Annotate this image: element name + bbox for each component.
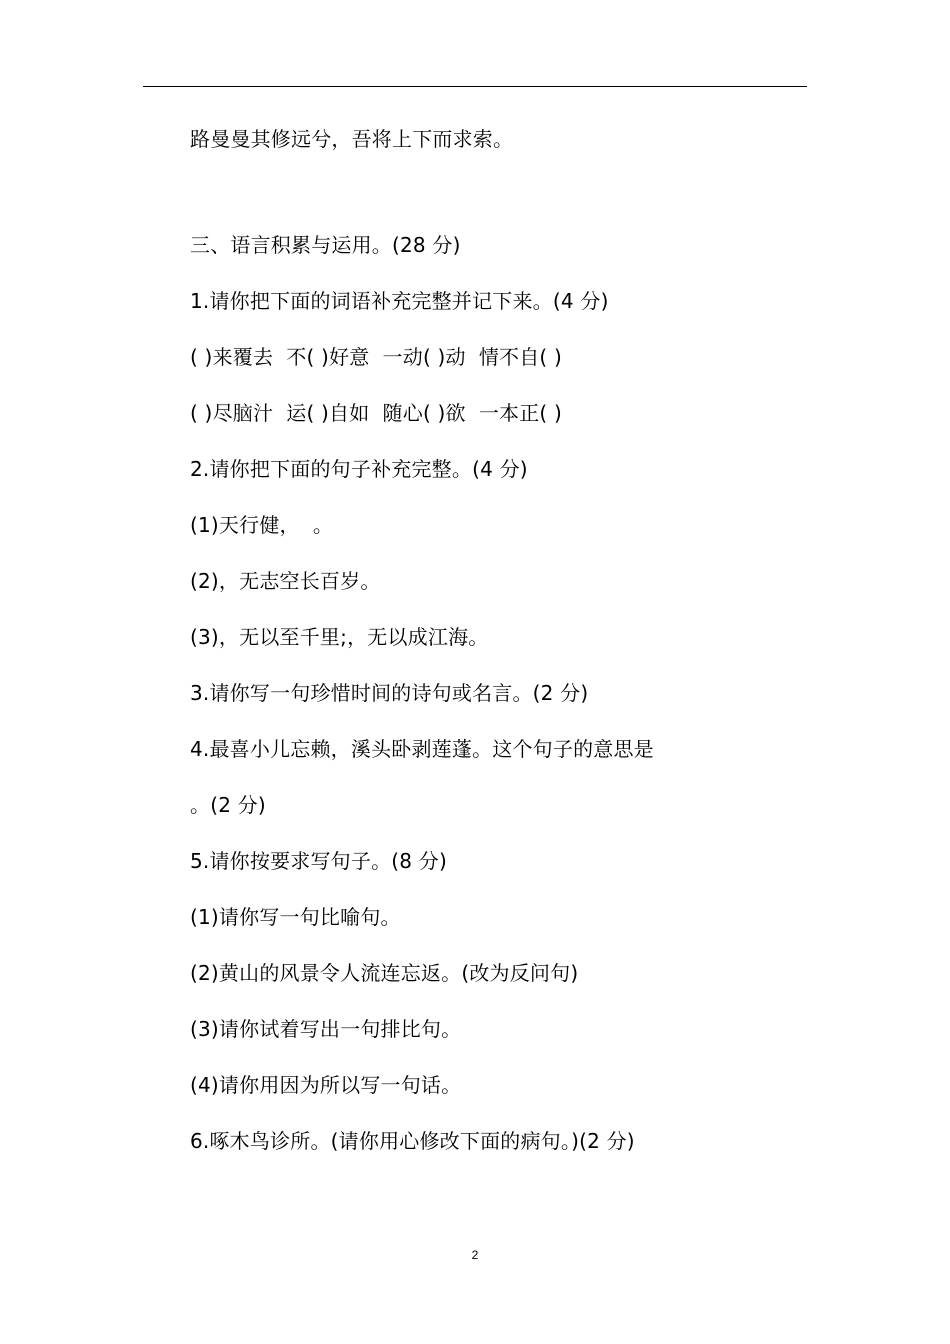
sub-item: (4)请你用因为所以写一句话。 <box>190 1073 462 1097</box>
section-heading: 三、语言积累与运用。(28 分) <box>190 233 461 257</box>
text-line: 路曼曼其修远兮，吾将上下而求索。 <box>190 127 514 151</box>
question-5: 5.请你按要求写句子。(8 分) <box>190 849 447 873</box>
question-1: 1.请你把下面的词语补充完整并记下来。(4 分) <box>190 289 609 313</box>
question-2: 2.请你把下面的句子补充完整。(4 分) <box>190 457 528 481</box>
idiom-row-1: ( )来覆去 不( )好意 一动( )动 情不自( ) <box>190 345 562 369</box>
question-3: 3.请你写一句珍惜时间的诗句或名言。(2 分) <box>190 681 589 705</box>
sub-item: (2)黄山的风景令人流连忘返。(改为反问句) <box>190 961 579 985</box>
sub-item: (1)天行健， 。 <box>190 513 334 537</box>
question-4: 4.最喜小儿忘赖，溪头卧剥莲蓬。这个句子的意思是 <box>190 737 654 761</box>
idiom-row-2: ( )尽脑汁 运( )自如 随心( )欲 一本正( ) <box>190 401 562 425</box>
page-number: 2 <box>471 1248 479 1262</box>
sub-item: (1)请你写一句比喻句。 <box>190 905 401 929</box>
sub-item: (2)，无志空长百岁。 <box>190 569 381 593</box>
sub-item: (3)，无以至千里;，无以成江海。 <box>190 625 489 649</box>
question-6: 6.啄木鸟诊所。(请你用心修改下面的病句。)(2 分) <box>190 1129 635 1153</box>
question-4-continued: 。(2 分) <box>190 793 266 817</box>
sub-item: (3)请你试着写出一句排比句。 <box>190 1017 462 1041</box>
header-rule <box>143 86 807 87</box>
